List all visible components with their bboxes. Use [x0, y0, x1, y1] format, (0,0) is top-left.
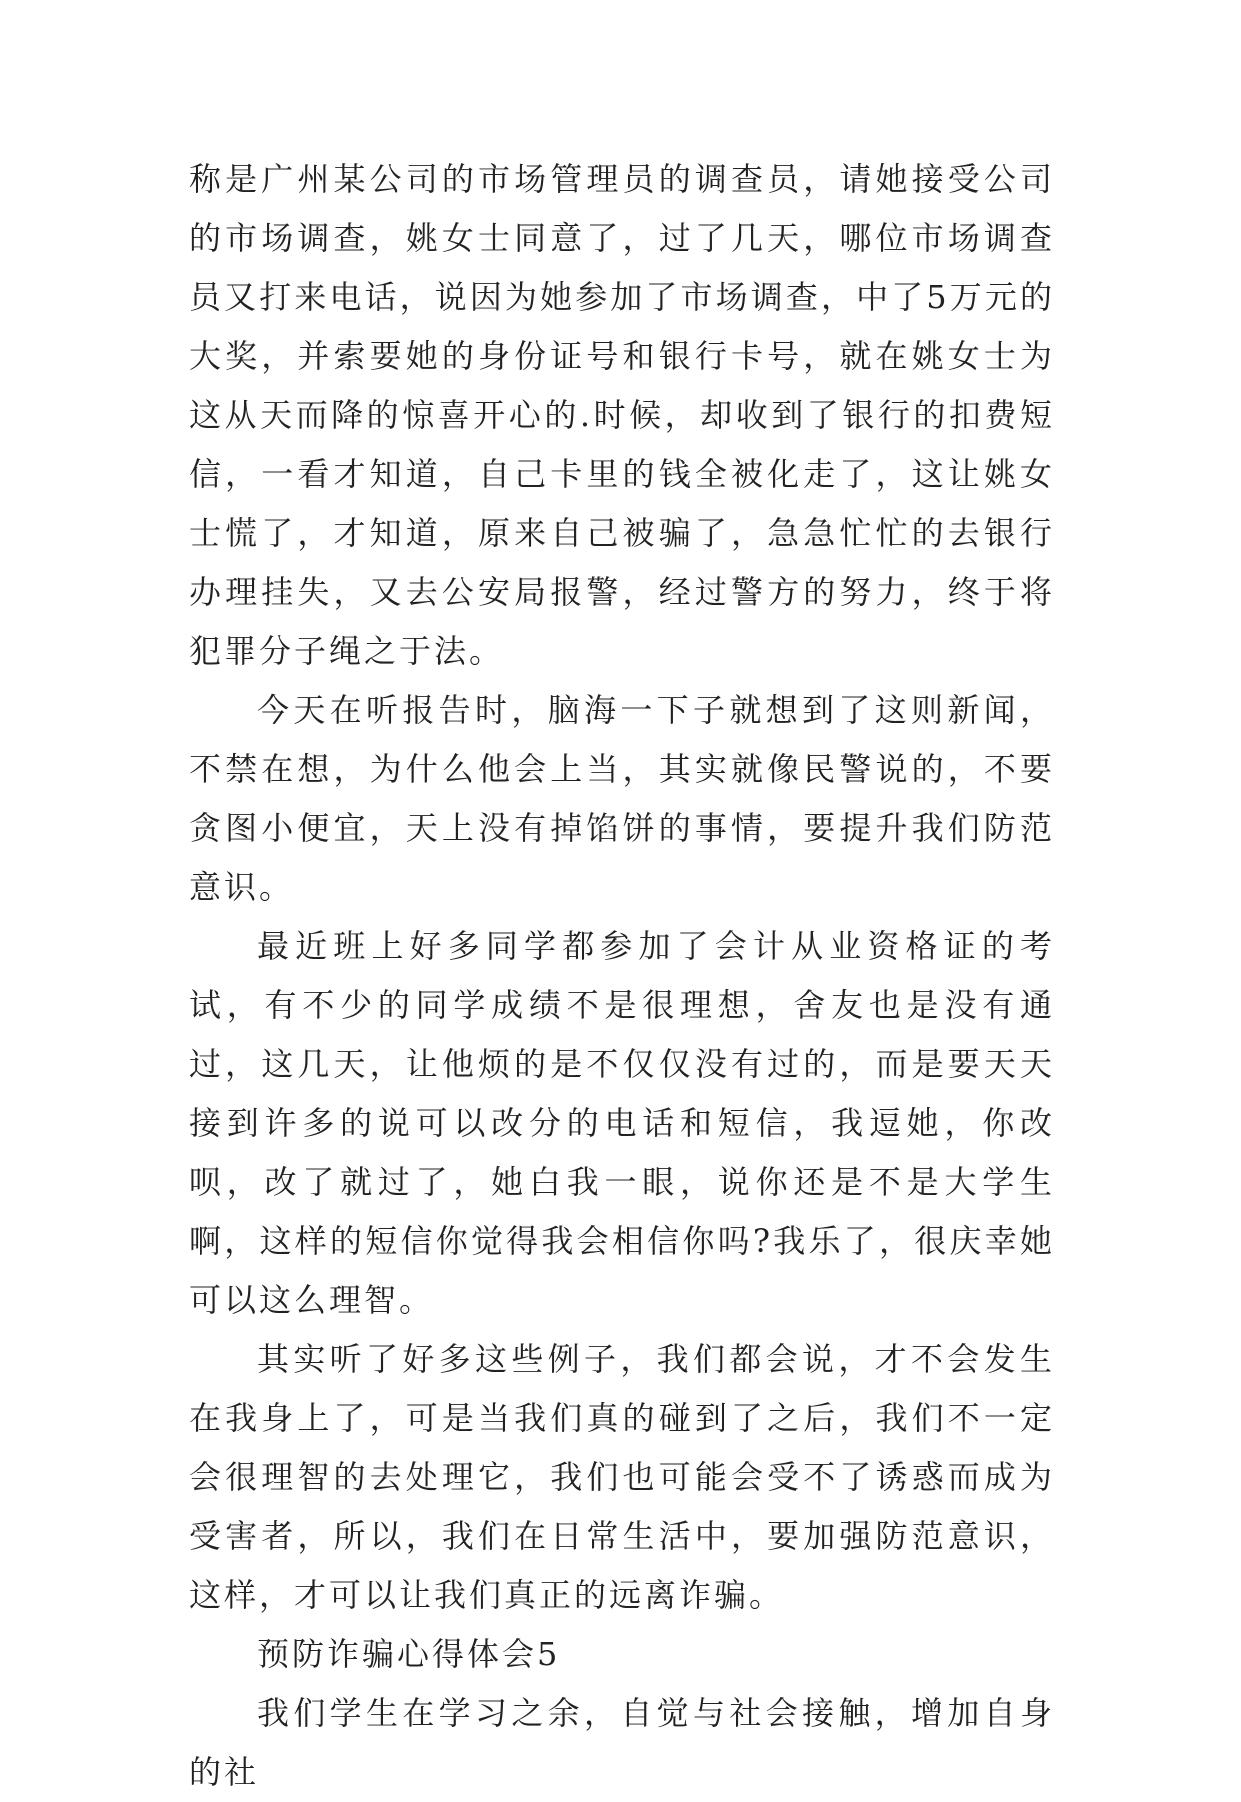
paragraph: 我们学生在学习之余，自觉与社会接触，增加自身的社: [189, 1694, 1055, 1791]
document-body: [189, 150, 1055, 1802]
paragraph: 最近班上好多同学都参加了会计从业资格证的考试，有不少的同学成绩不是很理想，舍友也是没有通过，这几天，让他烦的是不仅仅没有过的，而是要天天接到许多的说可以改分的电话和短信，我逗她，你改呗，改了就过了，她白我一眼，说你还是不是大学生啊，这样的短信你觉得我会相信你吗?我乐了，很庆幸她可以这么理智。: [189, 927, 1055, 1319]
paragraph: 今天在听报告时，脑海一下子就想到了这则新闻，不禁在想，为什么他会上当，其实就像民警说的，不要贪图小便宜，天上没有掉馅饼的事情，要提升我们防范意识。: [189, 691, 1055, 906]
paragraph: 其实听了好多这些例子，我们都会说，才不会发生在我身上了，可是当我们真的碰到了之后，我们不一定会很理智的去处理它，我们也可能会受不了诱惑而成为受害者，所以，我们在日常生活中，要加强防范意识，这样，才可以让我们真正的远离诈骗。: [189, 1340, 1055, 1614]
paragraph-continuation: 称是广州某公司的市场管理员的调查员，请她接受公司的市场调查，姚女士同意了，过了几天，哪位市场调查员又打来电话，说因为她参加了市场调查，中了5万元的大奖，并索要她的身份证号和银行卡号，就在姚女士为这从天而降的惊喜开心的.时候，却收到了银行的扣费短信，一看才知道，自己卡里的钱全被化走了，这让姚女士慌了，才知道，原来自己被骗了，急急忙忙的去银行办理挂失，又去公安局报警，经过警方的努力，终于将犯罪分子绳之于法。: [189, 160, 1055, 670]
section-heading: 预防诈骗心得体会5: [257, 1635, 561, 1673]
